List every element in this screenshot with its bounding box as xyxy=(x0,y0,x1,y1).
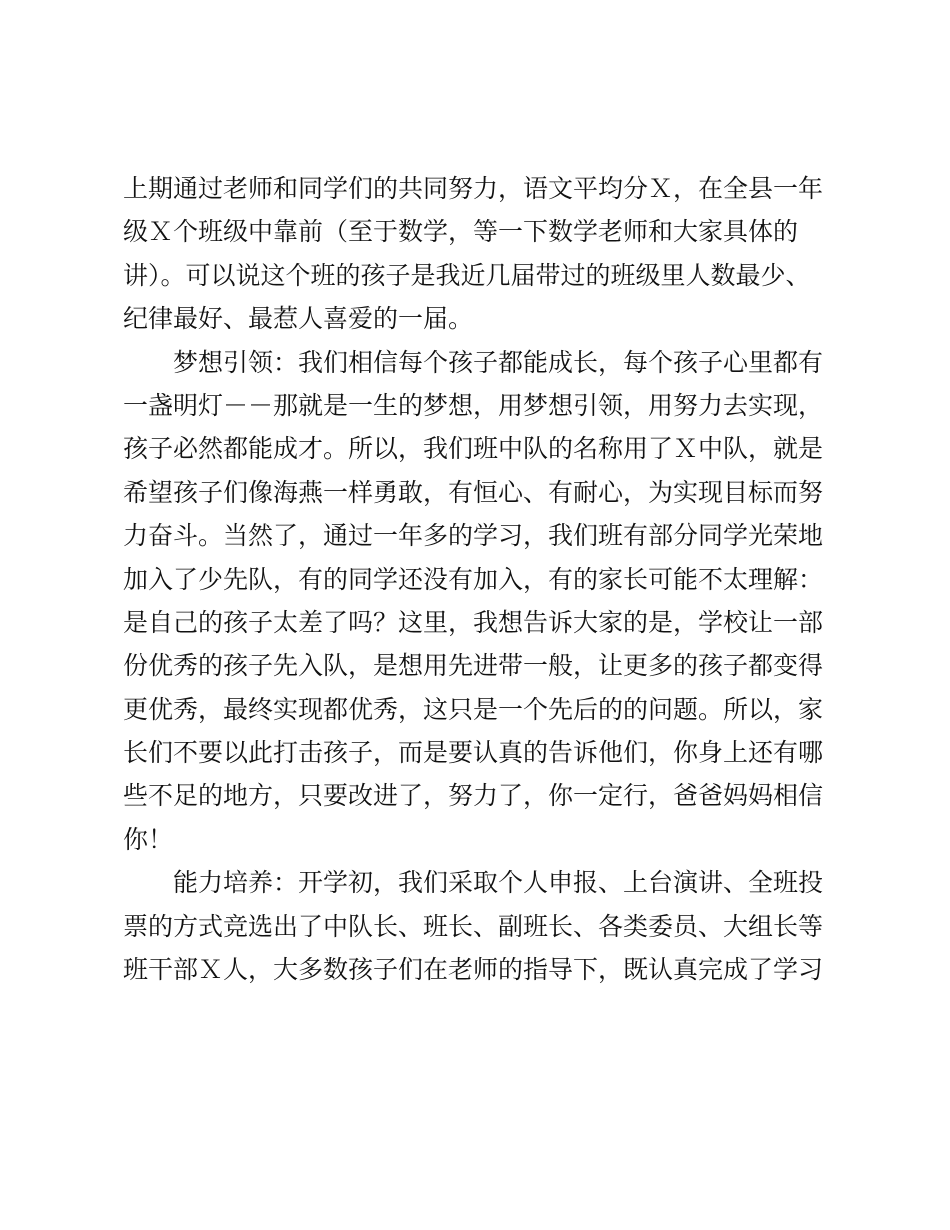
body-text xyxy=(123,167,833,991)
text-line: 长们不要以此打击孩子，而是要认真的告诉他们，你身上还有哪 xyxy=(123,738,824,768)
text-line: 级Ｘ个班级中靠前（至于数学，等一下数学老师和大家具体的 xyxy=(123,217,799,247)
text-line: 些不足的地方，只要改进了，努力了，你一定行，爸爸妈妈相信 xyxy=(123,781,824,811)
text-line: 你！ xyxy=(123,824,174,854)
text-line: 是自己的孩子太差了吗？这里，我想告诉大家的是，学校让一部 xyxy=(123,607,824,637)
text-line: 一盏明灯－－那就是一生的梦想，用梦想引领，用努力去实现， xyxy=(123,390,824,420)
text-line: 份优秀的孩子先入队，是想用先进带一般，让更多的孩子都变得 xyxy=(123,651,824,681)
text-line: 讲）。可以说这个班的孩子是我近几届带过的班级里人数最少、 xyxy=(123,260,811,290)
text-line: 票的方式竞选出了中队长、班长、副班长、各类委员、大组长等 xyxy=(123,911,824,941)
text-line: 更优秀，最终实现都优秀，这只是一个先后的的问题。所以，家 xyxy=(123,694,824,724)
text-line: 孩子必然都能成才。所以，我们班中队的名称用了Ｘ中队，就是 xyxy=(123,434,824,464)
text-line: 上期通过老师和同学们的共同努力，语文平均分Ｘ，在全县一年 xyxy=(123,174,824,203)
text-line: 班干部Ｘ人，大多数孩子们在老师的指导下，既认真完成了学习 xyxy=(123,955,824,985)
paragraph-start-line: 能力培养：开学初，我们采取个人申报、上台演讲、全班投 xyxy=(173,868,824,898)
text-line: 力奋斗。当然了，通过一年多的学习，我们班有部分同学光荣地 xyxy=(123,521,824,551)
paragraph-start-line: 梦想引领：我们相信每个孩子都能成长，每个孩子心里都有 xyxy=(173,347,824,377)
text-line: 希望孩子们像海燕一样勇敢，有恒心、有耐心，为实现目标而努 xyxy=(123,477,824,507)
text-line: 纪律最好、最惹人喜爱的一届。 xyxy=(123,304,474,334)
text-line: 加入了少先队，有的同学还没有加入，有的家长可能不太理解： xyxy=(123,564,824,594)
